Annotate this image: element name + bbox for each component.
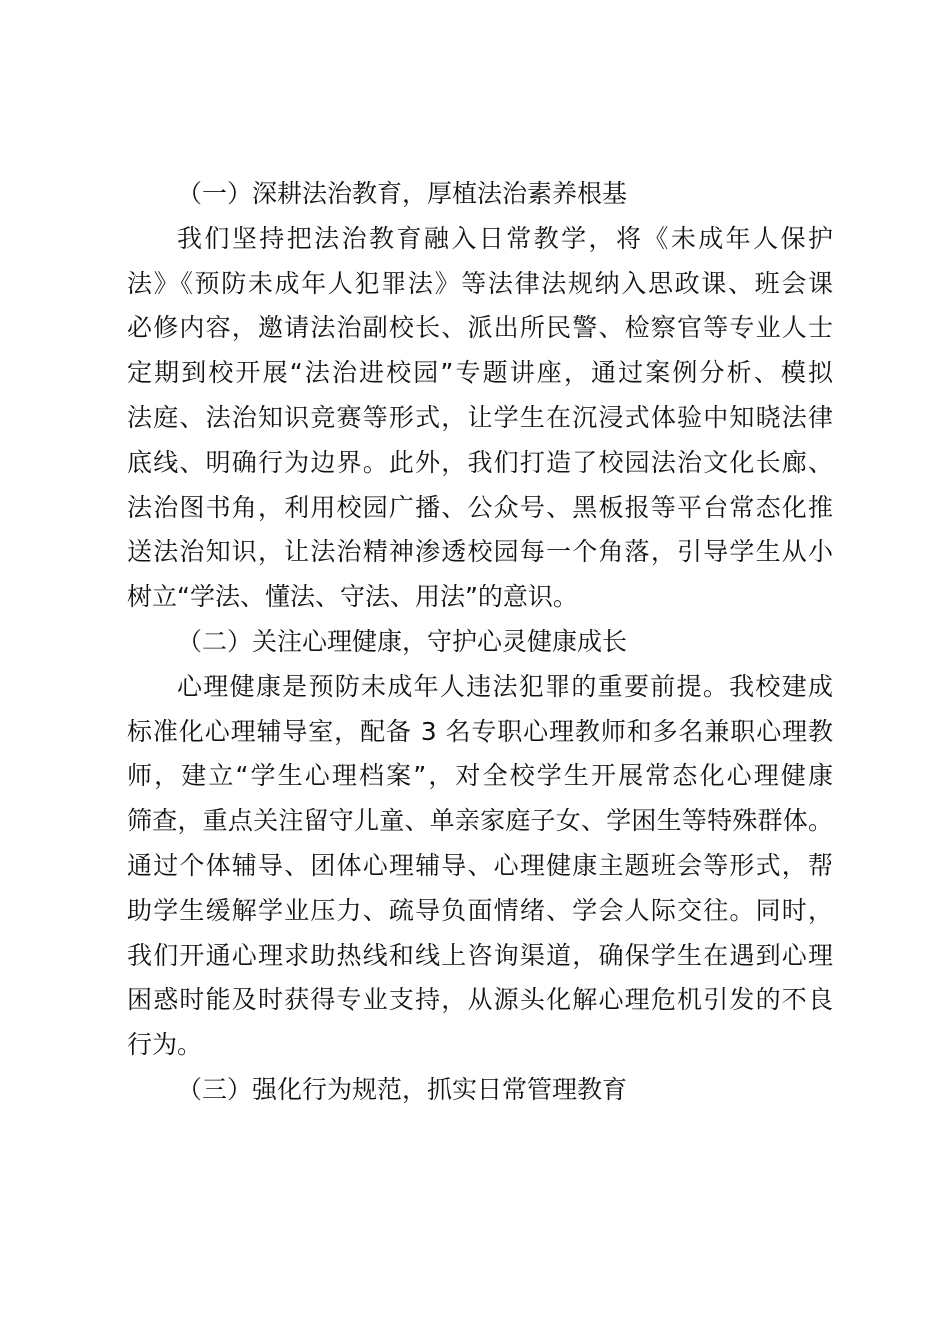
paragraph-line: 心理健康是预防未成年人违法犯罪的重要前提。我校建成 [177,671,833,701]
paragraph-line: 筛查，重点关注留守儿童、单亲家庭子女、学困生等特殊群体。 [127,806,833,836]
paragraph-line: 标准化心理辅导室，配备 3 名专职心理教师和多名兼职心理教 [127,716,833,746]
section-heading-1: （一）深耕法治教育，厚植法治素养根基 [177,179,628,208]
section-heading-2: （二）关注心理健康，守护心灵健康成长 [177,626,628,656]
paragraph-line: 法》《预防未成年人犯罪法》等法律法规纳入思政课、班会课 [127,268,833,298]
document-body [127,172,833,1113]
paragraph-line: 困惑时能及时获得专业支持，从源头化解心理危机引发的不良 [127,985,833,1015]
paragraph-line: 助学生缓解学业压力、疏导负面情绪、学会人际交往。同时， [127,895,833,925]
paragraph-line: 通过个体辅导、团体心理辅导、心理健康主题班会等形式，帮 [127,850,833,880]
section-heading-3: （三）强化行为规范，抓实日常管理教育 [177,1074,628,1104]
paragraph-line: 送法治知识，让法治精神渗透校园每一个角落，引导学生从小 [127,537,833,567]
paragraph-line: 定期到校开展“法治进校园”专题讲座，通过案例分析、模拟 [127,358,833,388]
paragraph-line: 法庭、法治知识竞赛等形式，让学生在沉浸式体验中知晓法律 [127,402,833,432]
paragraph-line: 底线、明确行为边界。此外，我们打造了校园法治文化长廊、 [127,447,833,477]
paragraph-line: 法治图书角，利用校园广播、公众号、黑板报等平台常态化推 [127,492,833,522]
paragraph-line: 师，建立“学生心理档案”，对全校学生开展常态化心理健康 [127,761,833,791]
paragraph-line: 我们开通心理求助热线和线上咨询渠道，确保学生在遇到心理 [127,940,833,970]
paragraph-line: 树立“学法、懂法、守法、用法”的意识。 [127,582,578,612]
paragraph-line: 行为。 [127,1030,203,1060]
paragraph-line: 我们坚持把法治教育融入日常教学，将《未成年人保护 [177,223,833,253]
paragraph-line: 必修内容，邀请法治副校长、派出所民警、检察官等专业人士 [127,313,833,343]
